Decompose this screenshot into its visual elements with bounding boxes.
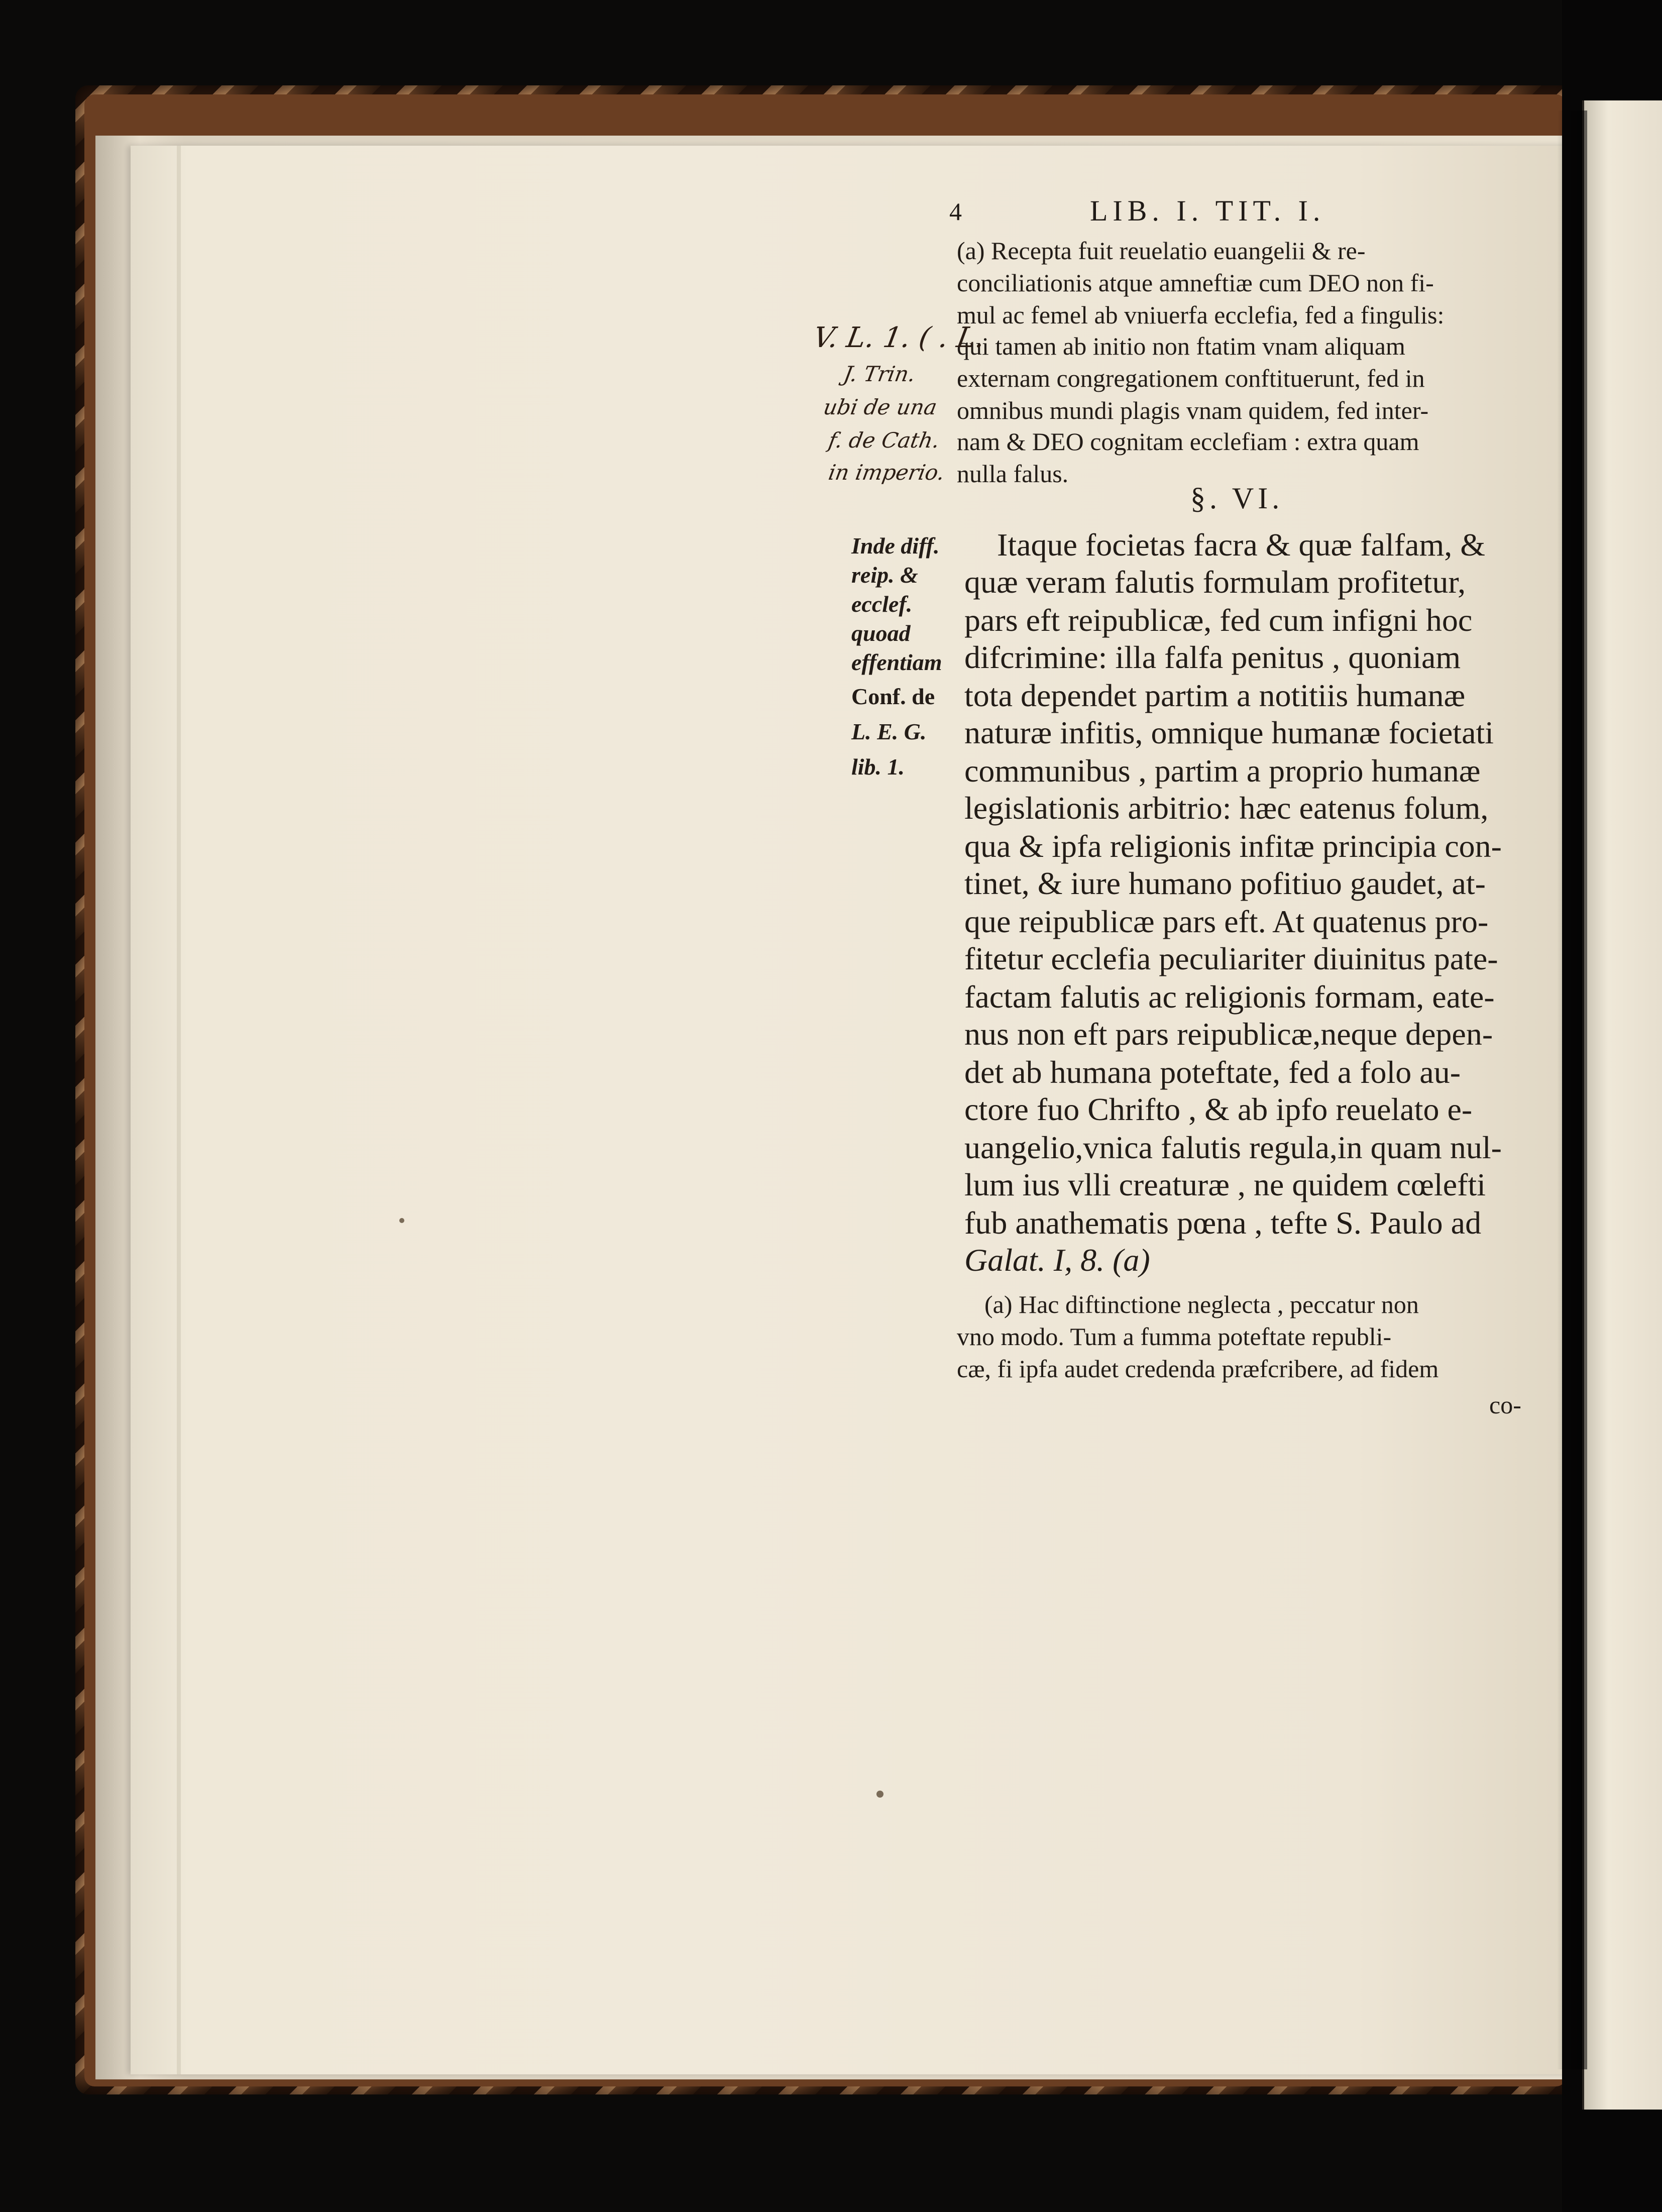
body-line: ctore fuo Chrifto , & ab ipfo reuelato e- xyxy=(964,1091,1473,1127)
marginal-note-line: L. E. G. xyxy=(851,719,927,744)
body-line: tota dependet partim a notitiis humanæ xyxy=(964,678,1466,713)
body-line: naturæ infitis, omnique humanæ focietati xyxy=(964,715,1494,750)
body-line: legislationis arbitrio: hæc eatenus folum, xyxy=(964,790,1489,826)
marginal-note-line: quoad xyxy=(851,620,911,646)
body-line: nus non eft pars reipublicæ,neque depen- xyxy=(964,1016,1493,1052)
running-head-title: LIB. I. TIT. I. xyxy=(1090,194,1325,227)
footnote-bottom-line: vno modo. Tum a fumma poteftate republi- xyxy=(957,1322,1392,1351)
footnote-bottom-line: (a) Hac diftinctione neglecta , peccatur non xyxy=(984,1290,1419,1318)
footnote-top-line: mul ac femel ab vniuerfa ecclefia, fed a fingulis: xyxy=(957,301,1445,329)
body-line: uangelio,vnica falutis regula,in quam nul- xyxy=(964,1130,1502,1165)
footnote-top-line: qui tamen ab initio non ftatim vnam aliquam xyxy=(957,332,1405,360)
body-line: que reipublicæ pars eft. At quatenus pro- xyxy=(964,904,1489,939)
marginal-note-line: ecclef. xyxy=(851,591,913,617)
marginal-note-line: reip. & xyxy=(851,562,918,588)
marginal-note-line: Conf. de xyxy=(851,684,935,709)
footnote-top-line: externam congregationem conftituerunt, fed in xyxy=(957,364,1425,392)
body-line: pars eft reipublicæ, fed cum infigni hoc xyxy=(964,602,1473,638)
page-number: 4 xyxy=(949,197,962,226)
paper-speck xyxy=(876,1791,883,1798)
marginal-note-line: Inde diff. xyxy=(851,533,940,559)
catchword: co- xyxy=(1489,1391,1521,1419)
handwritten-line: V. L. 1. ( . L. xyxy=(811,321,988,354)
body-line: factam falutis ac religionis formam, eate- xyxy=(964,979,1495,1015)
footnote-top-line: (a) Recepta fuit reuelatio euangelii & re- xyxy=(957,237,1366,265)
running-header xyxy=(949,194,1552,237)
section-heading: §. VI. xyxy=(1190,482,1284,515)
body-line: Galat. I, 8. (a) xyxy=(964,1242,1150,1278)
body-line: det ab humana poteftate, fed a folo au- xyxy=(964,1054,1461,1090)
footnote-bottom-line: cæ, fi ipfa audet credenda præfcribere, ad fidem xyxy=(957,1355,1439,1383)
handwritten-line: ubi de una xyxy=(821,395,939,419)
marginal-note-line: effentiam xyxy=(851,649,942,675)
body-line: Itaque focietas facra & quæ falfam, & xyxy=(997,527,1485,563)
body-line: difcrimine: illa falfa penitus , quoniam xyxy=(964,639,1461,675)
body-line: qua & ipfa religionis infitæ principia con- xyxy=(964,828,1502,864)
page-fold-line xyxy=(177,146,181,2074)
marginal-note-line: lib. 1. xyxy=(851,754,905,780)
body-line: fitetur ecclefia peculiariter diuinitus pate- xyxy=(964,941,1498,976)
body-line: communibus , partim a proprio humanæ xyxy=(964,753,1481,789)
handwritten-line: in imperio. xyxy=(826,460,947,485)
adjacent-page-text-fragments xyxy=(1592,166,1657,1371)
body-line: fub anathematis pœna , tefte S. Paulo ad xyxy=(964,1205,1482,1241)
handwritten-line: J. Trin. xyxy=(841,362,918,386)
footnote-top-line: omnibus mundi plagis vnam quidem, fed inter- xyxy=(957,396,1429,424)
handwritten-line: f. de Cath. xyxy=(826,428,942,453)
body-line: lum ius vlli creaturæ , ne quidem cœlefti xyxy=(964,1167,1486,1202)
gutter-shadow xyxy=(1557,110,1587,2069)
body-line: tinet, & iure humano pofitiuo gaudet, at- xyxy=(964,865,1486,901)
footnote-top-line: nam & DEO cognitam ecclefiam : extra quam xyxy=(957,427,1419,456)
body-line: quæ veram falutis formulam profitetur, xyxy=(964,564,1466,600)
paper-speck xyxy=(399,1218,404,1223)
footnote-top-line: nulla falus. xyxy=(957,460,1069,488)
footnote-top-line: conciliationis atque amneftiæ cum DEO non fi- xyxy=(957,269,1434,297)
